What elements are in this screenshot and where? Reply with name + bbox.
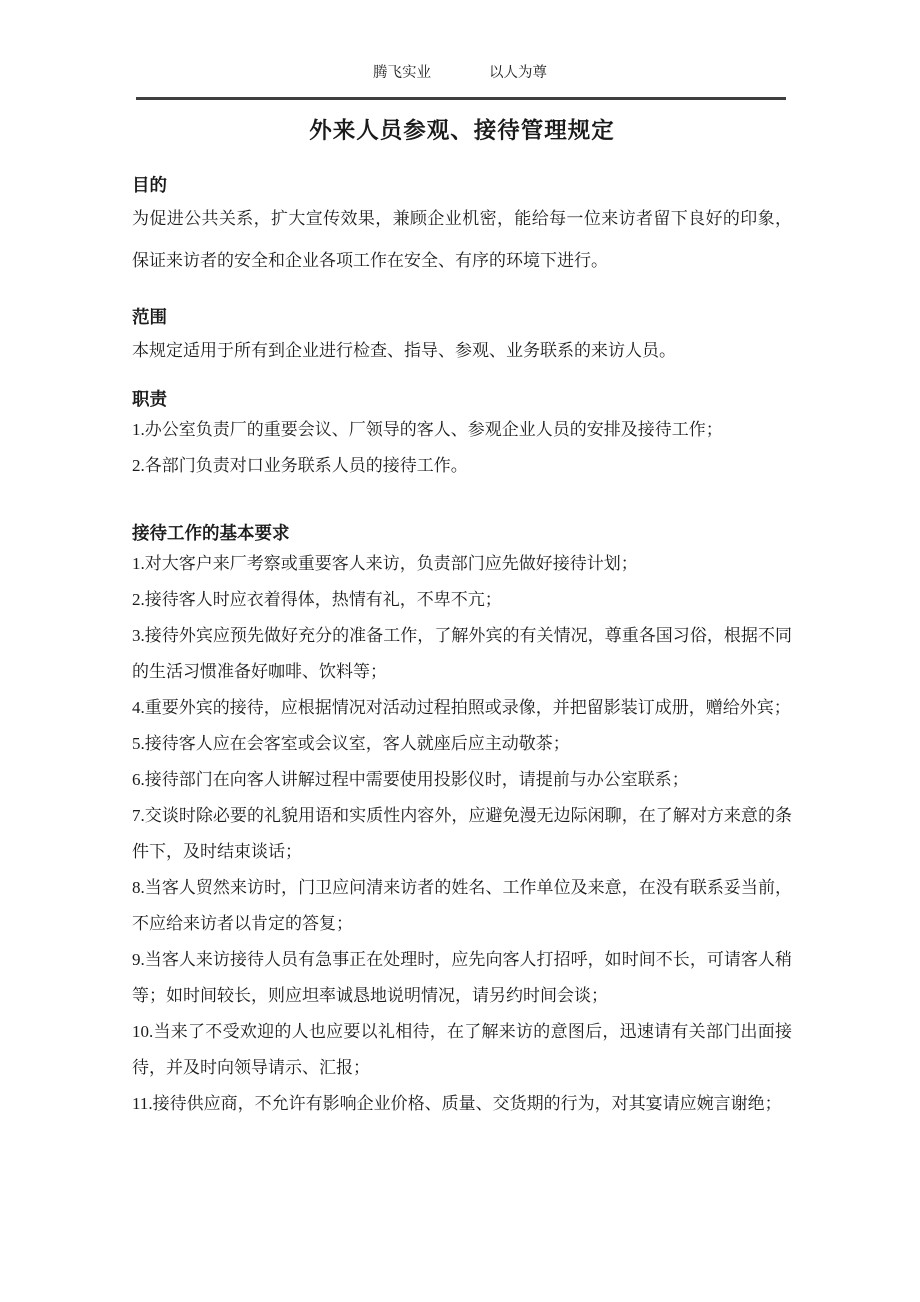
requirement-list-item: 7.交谈时除必要的礼貌用语和实质性内容外，应避免漫无边际闲聊，在了解对方来意的条件下，及时结束谈话； <box>132 806 792 861</box>
requirement-list-item: 5.接待客人应在会客室或会议室，客人就座后应主动敬茶； <box>132 734 570 753</box>
section-heading-scope: 范围 <box>132 307 167 327</box>
scope-paragraph: 本规定适用于所有到企业进行检查、指导、参观、业务联系的来访人员。 <box>132 341 676 360</box>
page-header <box>0 0 920 83</box>
header-company-name: 腾飞实业 <box>373 65 431 81</box>
duty-list-item: 1.办公室负责厂的重要会议、厂领导的客人、参观企业人员的安排及接待工作； <box>132 420 723 439</box>
section-heading-duties: 职责 <box>132 389 167 409</box>
requirement-list-item: 6.接待部门在向客人讲解过程中需要使用投影仪时，请提前与办公室联系； <box>132 770 689 789</box>
document-title: 外来人员参观、接待管理规定 <box>309 118 615 143</box>
document-body <box>132 114 792 1122</box>
requirement-list-item: 2.接待客人时应衣着得体，热情有礼，不卑不亢； <box>132 590 502 609</box>
requirement-list-item: 10.当来了不受欢迎的人也应要以礼相待，在了解来访的意图后，迅速请有关部门出面接待，并及时向领导请示、汇报； <box>132 1022 792 1077</box>
requirement-list-item: 9.当客人来访接待人员有急事正在处理时，应先向客人打招呼，如时间不长，可请客人稍等；如时间较长，则应坦率诚恳地说明情况，请另约时间会谈； <box>132 950 792 1005</box>
requirement-list-item: 1.对大客户来厂考察或重要客人来访，负责部门应先做好接待计划； <box>132 554 638 573</box>
requirement-list-item: 8.当客人贸然来访时，门卫应问清来访者的姓名、工作单位及来意，在没有联系妥当前，不应给来访者以肯定的答复； <box>132 878 792 933</box>
requirement-list-item: 4.重要外宾的接待，应根据情况对活动过程拍照或录像，并把留影装订成册，赠给外宾； <box>132 698 791 717</box>
purpose-paragraph: 为促进公共关系，扩大宣传效果，兼顾企业机密，能给每一位来访者留下良好的印象，保证来访者的安全和企业各项工作在安全、有序的环境下进行。 <box>132 209 792 270</box>
section-heading-requirements: 接待工作的基本要求 <box>132 523 290 543</box>
duty-list-item: 2.各部门负责对口业务联系人员的接待工作。 <box>132 456 468 475</box>
header-motto: 以人为尊 <box>489 65 547 81</box>
header-divider-line <box>136 97 786 100</box>
requirement-list-item: 3.接待外宾应预先做好充分的准备工作，了解外宾的有关情况，尊重各国习俗，根据不同的生活习惯准备好咖啡、饮料等； <box>132 626 792 681</box>
section-heading-purpose: 目的 <box>132 175 167 195</box>
requirement-list-item: 11.接待供应商，不允许有影响企业价格、质量、交货期的行为，对其宴请应婉言谢绝； <box>132 1094 782 1113</box>
